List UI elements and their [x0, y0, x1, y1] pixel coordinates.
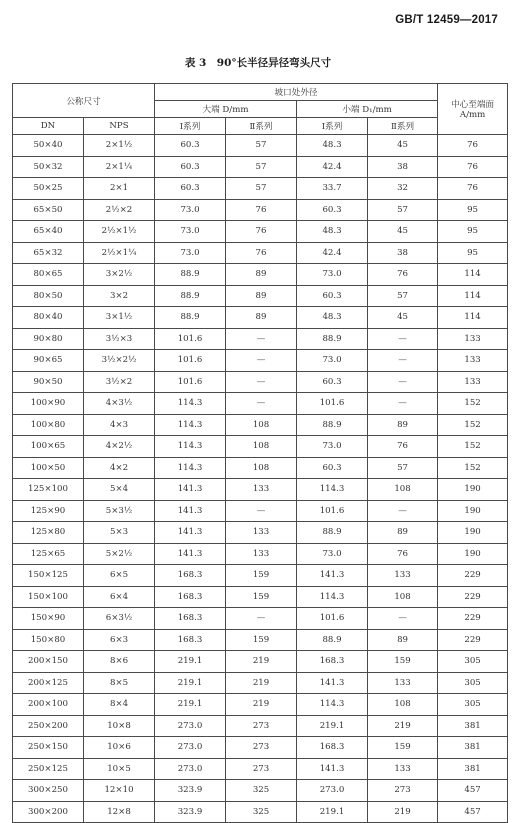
dn-cell: 250×200	[13, 715, 84, 737]
table-row	[13, 694, 508, 716]
header-small-end: 小端 D₁/mm	[297, 101, 438, 118]
nps-cell: 6×3	[84, 629, 155, 651]
table-row	[13, 307, 508, 329]
small-end-series-2-cell: 45	[368, 221, 438, 243]
nps-cell: 2×1¼	[84, 156, 155, 178]
large-end-series-1-cell: 73.0	[155, 199, 226, 221]
center-to-end-cell: 114	[438, 285, 508, 307]
dn-cell: 200×125	[13, 672, 84, 694]
small-end-series-2-cell: 45	[368, 135, 438, 157]
small-end-series-2-cell: 108	[368, 694, 438, 716]
small-end-series-2-cell: 38	[368, 156, 438, 178]
large-end-series-1-cell: 141.3	[155, 543, 226, 565]
dn-cell: 125×90	[13, 500, 84, 522]
small-end-series-1-cell: 60.3	[297, 371, 368, 393]
dn-cell: 200×150	[13, 651, 84, 673]
header-nominal-size: 公称尺寸	[13, 84, 155, 118]
nps-cell: 12×8	[84, 801, 155, 823]
small-end-series-2-cell: 57	[368, 199, 438, 221]
large-end-series-1-cell: 323.9	[155, 780, 226, 802]
large-end-series-1-cell: 219.1	[155, 694, 226, 716]
large-end-series-2-cell: 133	[226, 522, 297, 544]
center-to-end-cell: 133	[438, 371, 508, 393]
table-row	[13, 285, 508, 307]
center-to-end-cell: 305	[438, 694, 508, 716]
table-row	[13, 522, 508, 544]
small-end-series-1-cell: 60.3	[297, 457, 368, 479]
large-end-series-1-cell: 114.3	[155, 414, 226, 436]
small-end-series-2-cell: —	[368, 328, 438, 350]
large-end-series-1-cell: 273.0	[155, 758, 226, 780]
table-row	[13, 586, 508, 608]
center-to-end-cell: 152	[438, 414, 508, 436]
center-to-end-cell: 305	[438, 651, 508, 673]
large-end-series-2-cell: 89	[226, 285, 297, 307]
large-end-series-1-cell: 114.3	[155, 393, 226, 415]
center-to-end-cell: 190	[438, 522, 508, 544]
dn-cell: 80×40	[13, 307, 84, 329]
dn-cell: 250×150	[13, 737, 84, 759]
table-row	[13, 737, 508, 759]
large-end-series-2-cell: 159	[226, 629, 297, 651]
center-to-end-cell: 305	[438, 672, 508, 694]
dn-cell: 125×65	[13, 543, 84, 565]
nps-cell: 3½×3	[84, 328, 155, 350]
center-to-end-cell: 76	[438, 178, 508, 200]
center-to-end-cell: 152	[438, 436, 508, 458]
header-od-at-bevel: 坡口处外径	[155, 84, 438, 101]
dn-cell: 100×65	[13, 436, 84, 458]
center-to-end-cell: 95	[438, 199, 508, 221]
table-row	[13, 393, 508, 415]
small-end-series-1-cell: 219.1	[297, 715, 368, 737]
center-to-end-cell: 457	[438, 801, 508, 823]
center-to-end-cell: 381	[438, 737, 508, 759]
small-end-series-1-cell: 42.4	[297, 156, 368, 178]
table-row	[13, 221, 508, 243]
small-end-series-1-cell: 101.6	[297, 393, 368, 415]
header-nps: NPS	[84, 118, 155, 135]
small-end-series-1-cell: 168.3	[297, 737, 368, 759]
large-end-series-2-cell: 273	[226, 737, 297, 759]
large-end-series-2-cell: 76	[226, 199, 297, 221]
dn-cell: 300×200	[13, 801, 84, 823]
dn-cell: 65×40	[13, 221, 84, 243]
small-end-series-1-cell: 114.3	[297, 479, 368, 501]
nps-cell: 2×1½	[84, 135, 155, 157]
table-row	[13, 414, 508, 436]
small-end-series-1-cell: 141.3	[297, 758, 368, 780]
large-end-series-1-cell: 141.3	[155, 522, 226, 544]
center-to-end-cell: 133	[438, 328, 508, 350]
nps-cell: 2½×1¼	[84, 242, 155, 264]
large-end-series-1-cell: 60.3	[155, 178, 226, 200]
dn-cell: 80×65	[13, 264, 84, 286]
dn-cell: 65×50	[13, 199, 84, 221]
small-end-series-1-cell: 73.0	[297, 436, 368, 458]
small-end-series-1-cell: 141.3	[297, 565, 368, 587]
small-end-series-2-cell: 89	[368, 629, 438, 651]
nps-cell: 3×2	[84, 285, 155, 307]
nps-cell: 10×8	[84, 715, 155, 737]
large-end-series-1-cell: 60.3	[155, 135, 226, 157]
center-to-end-cell: 381	[438, 758, 508, 780]
large-end-series-1-cell: 114.3	[155, 457, 226, 479]
small-end-series-2-cell: —	[368, 608, 438, 630]
document-id: GB/T 12459—2017	[395, 14, 498, 26]
center-to-end-cell: 95	[438, 221, 508, 243]
small-end-series-1-cell: 114.3	[297, 586, 368, 608]
small-end-series-1-cell: 33.7	[297, 178, 368, 200]
header-series-1-small: Ⅰ系列	[297, 118, 368, 135]
table-caption: 表 3 90°长半径异径弯头尺寸	[184, 57, 332, 69]
small-end-series-2-cell: 108	[368, 479, 438, 501]
large-end-series-1-cell: 141.3	[155, 500, 226, 522]
table-row	[13, 264, 508, 286]
table-row	[13, 328, 508, 350]
large-end-series-1-cell: 168.3	[155, 586, 226, 608]
large-end-series-2-cell: 108	[226, 436, 297, 458]
nps-cell: 10×6	[84, 737, 155, 759]
large-end-series-2-cell: 108	[226, 414, 297, 436]
table-row	[13, 178, 508, 200]
dn-cell: 300×250	[13, 780, 84, 802]
dn-cell: 50×32	[13, 156, 84, 178]
center-to-end-cell: 190	[438, 500, 508, 522]
table-row	[13, 371, 508, 393]
large-end-series-2-cell: —	[226, 328, 297, 350]
small-end-series-2-cell: 133	[368, 758, 438, 780]
table-row	[13, 565, 508, 587]
large-end-series-2-cell: 273	[226, 758, 297, 780]
dn-cell: 125×80	[13, 522, 84, 544]
small-end-series-1-cell: 48.3	[297, 221, 368, 243]
large-end-series-1-cell: 273.0	[155, 737, 226, 759]
large-end-series-1-cell: 114.3	[155, 436, 226, 458]
header-dn: DN	[13, 118, 84, 135]
small-end-series-2-cell: —	[368, 500, 438, 522]
small-end-series-1-cell: 88.9	[297, 414, 368, 436]
large-end-series-2-cell: 133	[226, 479, 297, 501]
small-end-series-2-cell: 133	[368, 672, 438, 694]
small-end-series-1-cell: 42.4	[297, 242, 368, 264]
center-to-end-cell: 95	[438, 242, 508, 264]
table-row	[13, 608, 508, 630]
table-row	[13, 135, 508, 157]
small-end-series-2-cell: 57	[368, 457, 438, 479]
large-end-series-1-cell: 168.3	[155, 629, 226, 651]
center-to-end-cell: 229	[438, 565, 508, 587]
small-end-series-2-cell: 89	[368, 522, 438, 544]
center-to-end-cell: 190	[438, 543, 508, 565]
small-end-series-2-cell: 45	[368, 307, 438, 329]
table-body	[13, 135, 508, 823]
table-row	[13, 672, 508, 694]
large-end-series-2-cell: 108	[226, 457, 297, 479]
small-end-series-2-cell: —	[368, 371, 438, 393]
table-row	[13, 651, 508, 673]
large-end-series-2-cell: 159	[226, 586, 297, 608]
small-end-series-2-cell: 133	[368, 565, 438, 587]
center-to-end-cell: 114	[438, 264, 508, 286]
nps-cell: 3½×2	[84, 371, 155, 393]
header-series-1-large: Ⅰ系列	[155, 118, 226, 135]
nps-cell: 2½×1½	[84, 221, 155, 243]
table-row	[13, 436, 508, 458]
nps-cell: 3½×2½	[84, 350, 155, 372]
small-end-series-2-cell: —	[368, 393, 438, 415]
center-to-end-cell: 229	[438, 629, 508, 651]
small-end-series-2-cell: 32	[368, 178, 438, 200]
small-end-series-2-cell: —	[368, 350, 438, 372]
table-row	[13, 479, 508, 501]
center-to-end-cell: 457	[438, 780, 508, 802]
large-end-series-1-cell: 168.3	[155, 565, 226, 587]
center-to-end-cell: 190	[438, 479, 508, 501]
nps-cell: 4×2½	[84, 436, 155, 458]
center-to-end-cell: 152	[438, 393, 508, 415]
nps-cell: 6×4	[84, 586, 155, 608]
table-row	[13, 715, 508, 737]
large-end-series-1-cell: 88.9	[155, 264, 226, 286]
center-to-end-cell: 229	[438, 586, 508, 608]
header-series-2-large: Ⅱ系列	[226, 118, 297, 135]
large-end-series-2-cell: —	[226, 393, 297, 415]
dn-cell: 90×80	[13, 328, 84, 350]
large-end-series-2-cell: 273	[226, 715, 297, 737]
small-end-series-1-cell: 73.0	[297, 264, 368, 286]
table-row	[13, 629, 508, 651]
large-end-series-1-cell: 273.0	[155, 715, 226, 737]
dn-cell: 150×80	[13, 629, 84, 651]
large-end-series-2-cell: 76	[226, 242, 297, 264]
small-end-series-1-cell: 88.9	[297, 629, 368, 651]
dn-cell: 150×125	[13, 565, 84, 587]
nps-cell: 8×5	[84, 672, 155, 694]
table-row	[13, 199, 508, 221]
table-row	[13, 801, 508, 823]
small-end-series-2-cell: 219	[368, 715, 438, 737]
nps-cell: 5×4	[84, 479, 155, 501]
small-end-series-2-cell: 159	[368, 737, 438, 759]
nps-cell: 6×5	[84, 565, 155, 587]
dn-cell: 125×100	[13, 479, 84, 501]
small-end-series-1-cell: 101.6	[297, 500, 368, 522]
large-end-series-2-cell: —	[226, 500, 297, 522]
nps-cell: 3×1½	[84, 307, 155, 329]
small-end-series-1-cell: 101.6	[297, 608, 368, 630]
dn-cell: 50×40	[13, 135, 84, 157]
small-end-series-2-cell: 159	[368, 651, 438, 673]
small-end-series-1-cell: 88.9	[297, 328, 368, 350]
large-end-series-1-cell: 88.9	[155, 285, 226, 307]
dn-cell: 100×50	[13, 457, 84, 479]
dn-cell: 150×90	[13, 608, 84, 630]
small-end-series-1-cell: 273.0	[297, 780, 368, 802]
small-end-series-1-cell: 48.3	[297, 135, 368, 157]
small-end-series-2-cell: 38	[368, 242, 438, 264]
nps-cell: 5×2½	[84, 543, 155, 565]
nps-cell: 6×3½	[84, 608, 155, 630]
small-end-series-1-cell: 60.3	[297, 199, 368, 221]
table-row	[13, 780, 508, 802]
dn-cell: 50×25	[13, 178, 84, 200]
large-end-series-2-cell: 57	[226, 156, 297, 178]
large-end-series-1-cell: 219.1	[155, 672, 226, 694]
center-to-end-cell: 76	[438, 135, 508, 157]
small-end-series-2-cell: 273	[368, 780, 438, 802]
large-end-series-1-cell: 101.6	[155, 350, 226, 372]
table-row	[13, 156, 508, 178]
nps-cell: 3×2½	[84, 264, 155, 286]
center-to-end-cell: 133	[438, 350, 508, 372]
large-end-series-2-cell: 57	[226, 135, 297, 157]
large-end-series-1-cell: 60.3	[155, 156, 226, 178]
large-end-series-1-cell: 73.0	[155, 242, 226, 264]
small-end-series-2-cell: 76	[368, 436, 438, 458]
table-row	[13, 500, 508, 522]
small-end-series-2-cell: 108	[368, 586, 438, 608]
center-to-end-cell: 76	[438, 156, 508, 178]
nps-cell: 12×10	[84, 780, 155, 802]
large-end-series-2-cell: —	[226, 608, 297, 630]
table-row	[13, 543, 508, 565]
elbow-dimension-table	[12, 83, 508, 823]
large-end-series-1-cell: 219.1	[155, 651, 226, 673]
large-end-series-1-cell: 323.9	[155, 801, 226, 823]
large-end-series-2-cell: 219	[226, 672, 297, 694]
small-end-series-1-cell: 141.3	[297, 672, 368, 694]
small-end-series-1-cell: 60.3	[297, 285, 368, 307]
small-end-series-2-cell: 57	[368, 285, 438, 307]
small-end-series-1-cell: 168.3	[297, 651, 368, 673]
large-end-series-1-cell: 168.3	[155, 608, 226, 630]
small-end-series-1-cell: 73.0	[297, 543, 368, 565]
small-end-series-2-cell: 89	[368, 414, 438, 436]
large-end-series-1-cell: 101.6	[155, 371, 226, 393]
large-end-series-1-cell: 141.3	[155, 479, 226, 501]
center-to-end-cell: 114	[438, 307, 508, 329]
table-row	[13, 457, 508, 479]
large-end-series-2-cell: 133	[226, 543, 297, 565]
large-end-series-1-cell: 88.9	[155, 307, 226, 329]
large-end-series-1-cell: 101.6	[155, 328, 226, 350]
nps-cell: 2½×2	[84, 199, 155, 221]
nps-cell: 2×1	[84, 178, 155, 200]
large-end-series-2-cell: 219	[226, 651, 297, 673]
dn-cell: 90×65	[13, 350, 84, 372]
header-large-end: 大端 D/mm	[155, 101, 297, 118]
nps-cell: 10×5	[84, 758, 155, 780]
dn-cell: 200×100	[13, 694, 84, 716]
nps-cell: 5×3½	[84, 500, 155, 522]
center-to-end-cell: 381	[438, 715, 508, 737]
center-to-end-cell: 152	[438, 457, 508, 479]
small-end-series-2-cell: 76	[368, 543, 438, 565]
small-end-series-1-cell: 114.3	[297, 694, 368, 716]
large-end-series-2-cell: 219	[226, 694, 297, 716]
small-end-series-1-cell: 219.1	[297, 801, 368, 823]
large-end-series-1-cell: 73.0	[155, 221, 226, 243]
large-end-series-2-cell: —	[226, 350, 297, 372]
nps-cell: 4×3	[84, 414, 155, 436]
dn-cell: 100×90	[13, 393, 84, 415]
small-end-series-1-cell: 73.0	[297, 350, 368, 372]
dn-cell: 80×50	[13, 285, 84, 307]
small-end-series-1-cell: 88.9	[297, 522, 368, 544]
header-series-2-small: Ⅱ系列	[368, 118, 438, 135]
header-center-to-end: 中心至端面 A/mm	[438, 84, 508, 135]
dn-cell: 90×50	[13, 371, 84, 393]
dn-cell: 250×125	[13, 758, 84, 780]
dn-cell: 65×32	[13, 242, 84, 264]
large-end-series-2-cell: 76	[226, 221, 297, 243]
table-row	[13, 242, 508, 264]
table-row	[13, 350, 508, 372]
large-end-series-2-cell: 89	[226, 264, 297, 286]
nps-cell: 8×6	[84, 651, 155, 673]
large-end-series-2-cell: 325	[226, 780, 297, 802]
dn-cell: 100×80	[13, 414, 84, 436]
center-to-end-cell: 229	[438, 608, 508, 630]
nps-cell: 4×3½	[84, 393, 155, 415]
small-end-series-2-cell: 76	[368, 264, 438, 286]
large-end-series-2-cell: 325	[226, 801, 297, 823]
small-end-series-2-cell: 219	[368, 801, 438, 823]
nps-cell: 5×3	[84, 522, 155, 544]
nps-cell: 8×4	[84, 694, 155, 716]
large-end-series-2-cell: 159	[226, 565, 297, 587]
dn-cell: 150×100	[13, 586, 84, 608]
small-end-series-1-cell: 48.3	[297, 307, 368, 329]
large-end-series-2-cell: —	[226, 371, 297, 393]
large-end-series-2-cell: 89	[226, 307, 297, 329]
large-end-series-2-cell: 57	[226, 178, 297, 200]
nps-cell: 4×2	[84, 457, 155, 479]
table-row	[13, 758, 508, 780]
